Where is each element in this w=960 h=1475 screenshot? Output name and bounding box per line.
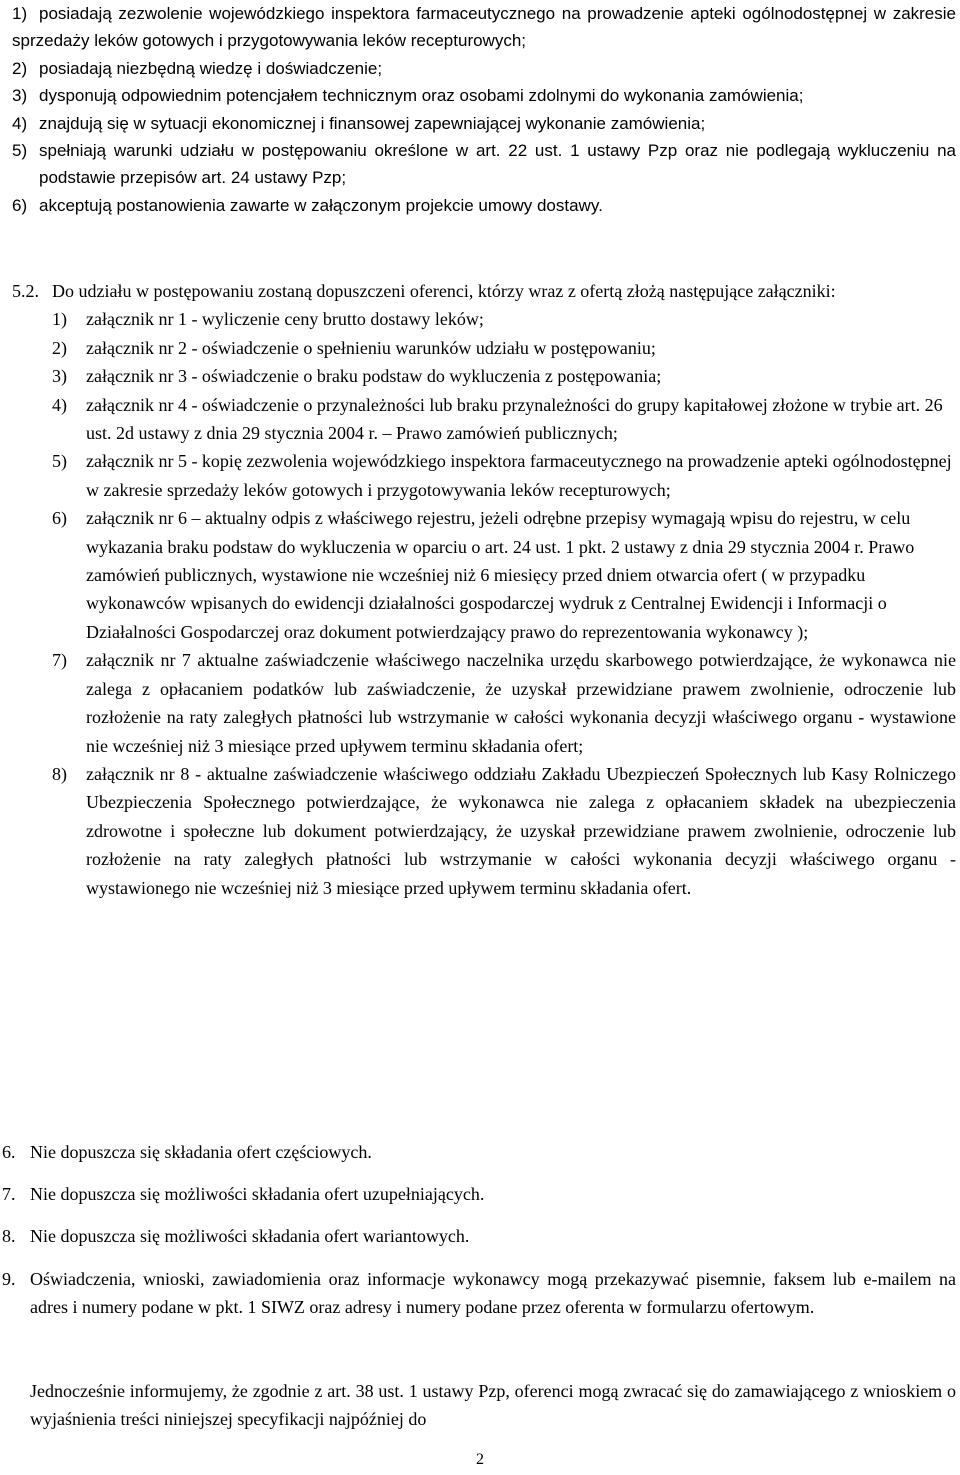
conditions-list: [12, 0, 956, 219]
section-intro: [12, 277, 956, 305]
section-intro-text: Do udziału w postępowaniu zostaną dopuszczeni oferenci, którzy wraz z ofertą złożą następujące załączniki:: [52, 281, 836, 301]
item-text: załącznik nr 4 - oświadczenie o przynależności lub braku przynależności do grupy kapitałowej złożone w trybie art. 26 ust. 2d ustawy z dnia 29 stycznia 2004 r. – Prawo zamówień publicznych;: [86, 394, 943, 444]
list-item: [52, 362, 956, 390]
item-number: 6): [52, 508, 67, 529]
item-number: 2): [52, 337, 67, 358]
list-item: [12, 137, 956, 192]
item-text: akceptują postanowienia zawarte w załączonym projekcie umowy dostawy.: [39, 195, 603, 215]
item-text: załącznik nr 8 - aktualne zaświadczenie właściwego oddziału Zakładu Ubezpieczeń Społecznych lub Kasy Rolniczego Ubezpieczenia Społecznego potwierdzające, że wykonawca nie zalega z opłacaniem składek na ubezpieczenia zdrowotne i społeczne lub dokument potwierdzający, że uzyskał przewidziane prawem zwolnienie, odroczenie lub rozłożenie na raty zaległych płatności lub wstrzymanie w całości wykonania decyzji właściwego organu - wystawionego nie wcześniej niż 3 miesiące przed upływem terminu składania ofert.: [86, 763, 956, 898]
point-6: [2, 1138, 956, 1166]
point-text: Nie dopuszcza się możliwości składania ofert wariantowych.: [30, 1226, 470, 1246]
item-number: 7): [52, 650, 67, 671]
list-item: [12, 55, 956, 82]
point-8: [2, 1222, 956, 1250]
item-text: posiadają niezbędną wiedzę i doświadczenie;: [39, 58, 383, 78]
item-number: 3): [12, 86, 28, 106]
item-number: 8): [52, 763, 67, 784]
item-text: spełniają warunki udziału w postępowaniu określone w art. 22 ust. 1 ustawy Pzp oraz nie podlegają wykluczeniu na podstawie przepisów art. 24 ustawy Pzp;: [39, 141, 956, 188]
item-number: 4): [52, 394, 67, 415]
point-text: Nie dopuszcza się możliwości składania ofert uzupełniających.: [30, 1184, 485, 1204]
list-item: [12, 192, 956, 219]
item-number: 2): [12, 58, 28, 78]
item-number: 3): [52, 366, 67, 387]
list-item: [52, 447, 956, 504]
item-text: załącznik nr 6 – aktualny odpis z właściwego rejestru, jeżeli odrębne przepisy wymagają wpisu do rejestru, w celu wykazania braku podstaw do wykluczenia w oparciu o art. 24 ust. 1 pkt. 2 ustawy z dnia 29 stycznia 2004 r. Prawo zamówień publicznych, wystawione nie wcześniej niż 6 miesięcy przed dniem otwarcia ofert ( w przypadku wykonawców wpisanych do ewidencji działalności gospodarczej wydruk z Centralnej Ewidencji i Informacji o Działalności Gospodarczej oraz dokument potwierdzający prawo do reprezentowania wykonawcy );: [86, 508, 915, 642]
item-number: 5): [12, 141, 28, 161]
item-number: 6): [12, 195, 28, 215]
point-text: Nie dopuszcza się składania ofert częściowych.: [30, 1142, 372, 1162]
item-number: 1): [12, 4, 28, 23]
item-text: znajdują się w sytuacji ekonomicznej i finansowej zapewniającej wykonanie zamówienia;: [39, 113, 706, 133]
list-item: [52, 391, 956, 448]
item-text: załącznik nr 5 - kopię zezwolenia wojewódzkiego inspektora farmaceutycznego na prowadzenie apteki ogólnodostępnej w zakresie sprzedaży leków gotowych i przygotowywania leków recepturowych;: [86, 451, 952, 500]
closing-paragraph: [30, 1377, 956, 1434]
item-text: załącznik nr 3 - oświadczenie o braku podstaw do wykluczenia z postępowania;: [86, 366, 662, 387]
item-number: 1): [52, 309, 67, 330]
list-item: [12, 0, 956, 55]
list-item: [12, 110, 956, 137]
item-number: 5): [52, 451, 67, 472]
attachments-section: [12, 277, 956, 902]
point-number: 6.: [2, 1142, 16, 1162]
list-item: [52, 646, 956, 760]
list-item: [52, 504, 956, 646]
section-number: 5.2.: [12, 281, 39, 301]
point-number: 8.: [2, 1226, 16, 1246]
item-text: dysponują odpowiednim potencjałem technicznym oraz osobami zdolnymi do wykonania zamówienia;: [39, 86, 804, 106]
point-7: [2, 1180, 956, 1208]
point-9: [2, 1265, 956, 1322]
item-text: załącznik nr 2 - oświadczenie o spełnieniu warunków udziału w postępowaniu;: [86, 337, 656, 358]
item-number: 4): [12, 113, 28, 133]
point-number: 9.: [2, 1269, 16, 1289]
list-item: [52, 305, 956, 333]
item-text: posiadają zezwolenie wojewódzkiego inspektora farmaceutycznego na prowadzenie apteki ogólnodostępnej w zakresie sprzedaży leków gotowych i przygotowywania leków recepturowych;: [12, 4, 956, 51]
list-item: [52, 334, 956, 362]
page-number: 2: [476, 1451, 484, 1468]
list-item: [52, 760, 956, 902]
closing-text: Jednocześnie informujemy, że zgodnie z art. 38 ust. 1 ustawy Pzp, oferenci mogą zwracać się do zamawiającego z wnioskiem o wyjaśnienia treści niniejszej specyfikacji najpóźniej do: [30, 1381, 956, 1430]
item-text: załącznik nr 7 aktualne zaświadczenie właściwego naczelnika urzędu skarbowego potwierdzające, że wykonawca nie zalega z opłacaniem podatków lub zaświadczenie, że uzyskał przewidziane prawem zwolnienie, odroczenie lub rozłożenie na raty zaległych płatności lub wstrzymanie w całości wykonania decyzji właściwego organu - wystawione nie wcześniej niż 3 miesiące przed upływem terminu składania ofert;: [86, 650, 956, 756]
point-text: Oświadczenia, wnioski, zawiadomienia oraz informacje wykonawcy mogą przekazywać pisemnie, faksem lub e-mailem na adres i numery podane w pkt. 1 SIWZ oraz adresy i numery podane przez oferenta w formularzu ofertowym.: [30, 1269, 956, 1318]
list-item: [12, 82, 956, 109]
attachments-list: [12, 305, 956, 902]
point-number: 7.: [2, 1184, 16, 1204]
item-text: załącznik nr 1 - wyliczenie ceny brutto dostawy leków;: [86, 309, 484, 330]
